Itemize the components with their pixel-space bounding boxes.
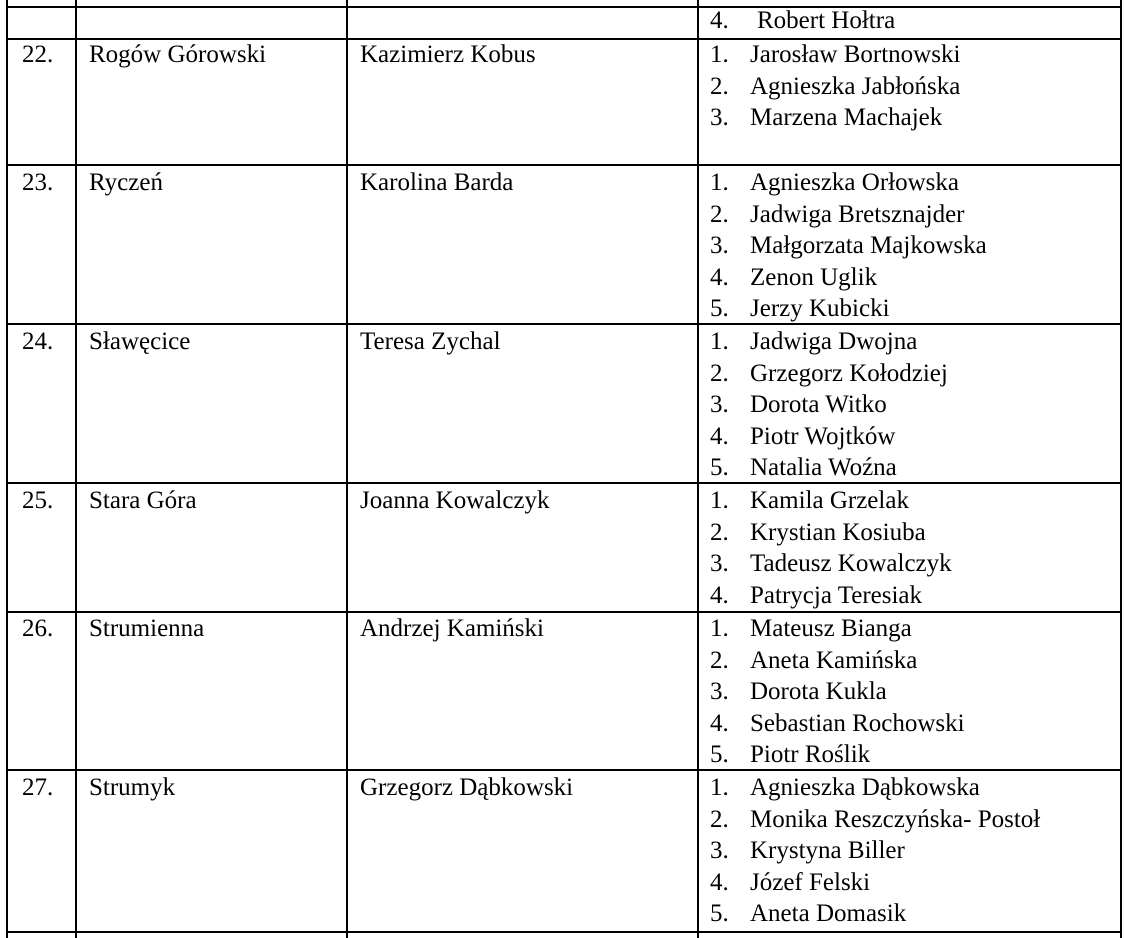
- member-name: Kamila Grzelak: [750, 487, 909, 514]
- member-name: Zenon Uglik: [750, 263, 878, 291]
- member-name: Monika Reszczyńska- Postoł: [750, 805, 1041, 833]
- table-row-members: [710, 772, 1040, 930]
- leader-name: Karolina Barda: [360, 169, 514, 196]
- member-number: 4.: [710, 581, 729, 609]
- member-number: 1.: [710, 41, 729, 68]
- list-item: [710, 39, 960, 71]
- member-number: 3.: [710, 678, 729, 705]
- leader-name: Grzegorz Dąbkowski: [360, 774, 574, 801]
- leader-name: Kazimierz Kobus: [360, 41, 536, 68]
- member-number: 1.: [710, 169, 729, 196]
- column-divider-number: [75, 0, 77, 938]
- list-item: [710, 708, 965, 740]
- list-item: [710, 262, 987, 294]
- list-item: [710, 452, 948, 484]
- locality-name: Rogów Górowski: [89, 41, 267, 68]
- member-name: Dorota Witko: [750, 391, 887, 418]
- member-name: Józef Felski: [750, 868, 871, 896]
- list-item: [710, 898, 1040, 930]
- row-border: [6, 6, 1122, 8]
- list-item: [710, 613, 965, 645]
- table-row-members: [710, 39, 960, 134]
- member-number: 5.: [710, 295, 729, 322]
- member-name: Aneta Kamińska: [750, 646, 918, 674]
- table-row-members: [710, 5, 895, 37]
- member-name: Jerzy Kubicki: [750, 295, 890, 322]
- member-name: Dorota Kukla: [750, 678, 887, 705]
- member-number: 3.: [710, 837, 729, 864]
- leader-name: Teresa Zychal: [360, 328, 501, 355]
- row-number: 25.: [22, 487, 54, 514]
- list-item: [710, 645, 965, 677]
- list-item: [710, 739, 965, 771]
- table-row-members: [710, 613, 965, 771]
- member-name: Jarosław Bortnowski: [750, 41, 961, 68]
- list-item: [710, 389, 948, 421]
- locality-name: Sławęcice: [89, 328, 191, 355]
- member-number: 2.: [710, 518, 729, 546]
- row-border: [6, 931, 1122, 933]
- member-number: 2.: [710, 72, 729, 100]
- list-item: [710, 548, 952, 580]
- table-row-members: [710, 485, 952, 611]
- locality-name: Stara Góra: [89, 487, 197, 514]
- column-divider-locality: [346, 0, 348, 938]
- list-item: [710, 485, 952, 517]
- member-name: Piotr Roślik: [750, 741, 871, 768]
- member-name: Krystyna Biller: [750, 837, 905, 864]
- member-name: Jadwiga Dwojna: [750, 328, 918, 355]
- member-name: Natalia Woźna: [750, 454, 897, 481]
- column-divider-leader: [697, 0, 699, 938]
- member-number: 1.: [710, 615, 729, 642]
- member-number: 3.: [710, 550, 729, 577]
- member-number: 4.: [710, 263, 729, 291]
- row-number: 27.: [22, 774, 54, 801]
- member-number: 2.: [710, 805, 729, 833]
- list-item: [710, 102, 960, 134]
- member-number: 4.: [710, 7, 729, 34]
- list-item: [710, 5, 895, 37]
- member-name: Agnieszka Jabłońska: [750, 72, 961, 100]
- list-item: [710, 421, 948, 453]
- row-number: 24.: [22, 328, 54, 355]
- row-border: [6, 164, 1122, 166]
- locality-name: Strumienna: [89, 615, 205, 642]
- member-number: 1.: [710, 328, 729, 355]
- member-name: Małgorzata Majkowska: [750, 232, 987, 259]
- member-name: Tadeusz Kowalczyk: [750, 550, 952, 577]
- member-name: Marzena Machajek: [750, 104, 943, 131]
- member-name: Jadwiga Bretsznajder: [750, 200, 965, 228]
- member-name: Sebastian Rochowski: [750, 709, 965, 737]
- member-number: 4.: [710, 868, 729, 896]
- member-name: Grzegorz Kołodziej: [750, 359, 948, 387]
- member-name: Agnieszka Orłowska: [750, 169, 959, 196]
- row-number: 23.: [22, 169, 54, 196]
- locality-name: Ryczeń: [89, 169, 163, 196]
- list-item: [710, 358, 948, 390]
- member-number: 5.: [710, 741, 729, 768]
- member-number: 4.: [710, 709, 729, 737]
- member-number: 5.: [710, 900, 729, 927]
- list-item: [710, 772, 1040, 804]
- member-name: Patrycja Teresiak: [750, 581, 923, 609]
- member-number: 2.: [710, 359, 729, 387]
- member-name: Krystian Kosiuba: [750, 518, 926, 546]
- list-item: [710, 676, 965, 708]
- list-item: [710, 835, 1040, 867]
- member-name: Piotr Wojtków: [750, 422, 896, 450]
- leader-name: Andrzej Kamiński: [360, 615, 544, 642]
- member-name: Aneta Domasik: [750, 900, 907, 927]
- table-row-members: [710, 326, 948, 484]
- member-number: 1.: [710, 774, 729, 801]
- list-item: [710, 293, 987, 325]
- locality-name: Strumyk: [89, 774, 176, 801]
- member-name: Robert Hołtra: [757, 7, 896, 34]
- member-name: Mateusz Bianga: [750, 615, 912, 642]
- row-number: 22.: [22, 41, 54, 68]
- member-number: 2.: [710, 646, 729, 674]
- list-item: [710, 230, 987, 262]
- list-item: [710, 867, 1040, 899]
- member-number: 5.: [710, 454, 729, 481]
- member-number: 3.: [710, 104, 729, 131]
- member-number: 1.: [710, 487, 729, 514]
- list-item: [710, 326, 948, 358]
- list-item: [710, 580, 952, 612]
- member-number: 3.: [710, 232, 729, 259]
- list-item: [710, 199, 987, 231]
- member-number: 3.: [710, 391, 729, 418]
- list-item: [710, 804, 1040, 836]
- list-item: [710, 517, 952, 549]
- row-number: 26.: [22, 615, 54, 642]
- list-item: [710, 167, 987, 199]
- table-border-right: [1120, 0, 1122, 938]
- leader-name: Joanna Kowalczyk: [360, 487, 550, 514]
- list-item: [710, 71, 960, 103]
- table-border-left: [6, 0, 8, 938]
- table-row-members: [710, 167, 987, 325]
- member-name: Agnieszka Dąbkowska: [750, 774, 980, 801]
- member-number: 4.: [710, 422, 729, 450]
- row-border: [6, 482, 1122, 484]
- member-number: 2.: [710, 200, 729, 228]
